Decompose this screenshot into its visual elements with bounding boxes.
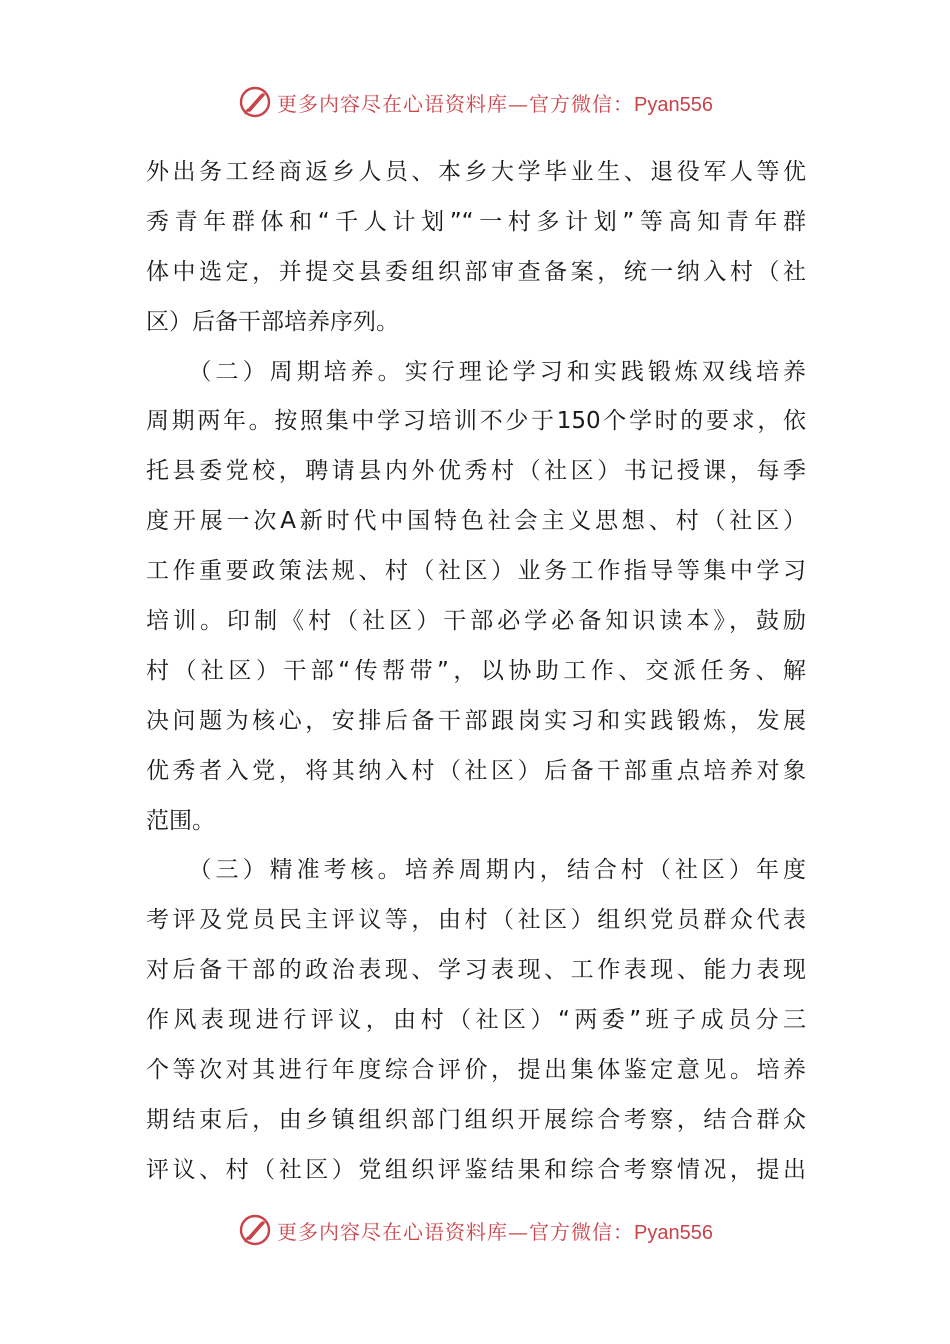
text-line: 托县委党校，聘请县内外优秀村（社区）书记授课，每季 xyxy=(146,458,806,485)
text-line: （二）周期培养。实行理论学习和实践锻炼双线培养 xyxy=(146,358,806,385)
text-line: 考评及党员民主评议等，由村（社区）组织党员群众代表 xyxy=(146,907,806,934)
text-line: 个等次对其进行年度综合评价，提出集体鉴定意见。培养 xyxy=(146,1057,806,1084)
watermark-text: 更多内容尽在心语资料库—官方微信：Pyan556 xyxy=(277,1219,713,1244)
text-line: 外出务工经商返乡人员、本乡大学毕业生、退役军人等优 xyxy=(146,159,806,185)
text-line: 村（社区）干部“传帮带”，以协助工作、交派任务、解 xyxy=(146,657,806,684)
text-line: 范围。 xyxy=(146,807,215,834)
text-line: 体中选定，并提交县委组织部审查备案，统一纳入村（社 xyxy=(146,258,806,285)
text-line: 对后备干部的政治表现、学习表现、工作表现、能力表现 xyxy=(146,957,806,984)
text-line: 期结束后，由乡镇组织部门组织开展综合考察，结合群众 xyxy=(146,1106,806,1133)
text-line: （三）精准考核。培养周期内，结合村（社区）年度 xyxy=(146,857,806,884)
text-line: 作风表现进行评议，由村（社区）“两委”班子成员分三 xyxy=(146,1007,806,1034)
header-watermark xyxy=(0,82,950,122)
quill-seal-icon xyxy=(237,84,273,120)
watermark-handle: Pyan556 xyxy=(634,1221,713,1244)
footer-watermark xyxy=(0,1210,950,1250)
text-line: 评议、村（社区）党组织评鉴结果和综合考察情况，提出 xyxy=(146,1156,806,1183)
text-line: 区）后备干部培养序列。 xyxy=(146,308,399,335)
text-line: 秀青年群体和“千人计划”“一村多计划”等高知青年群 xyxy=(146,208,806,235)
document-body xyxy=(146,148,806,1196)
text-line: 培训。印制《村（社区）干部必学必备知识读本》，鼓励 xyxy=(146,608,806,635)
text-line: 周期两年。按照集中学习培训不少于150个学时的要求，依 xyxy=(146,408,806,435)
text-line: 优秀者入党，将其纳入村（社区）后备干部重点培养对象 xyxy=(146,757,806,784)
text-line: 度开展一次A新时代中国特色社会主义思想、村（社区） xyxy=(146,508,806,535)
watermark-handle: Pyan556 xyxy=(634,93,713,116)
watermark-text: 更多内容尽在心语资料库—官方微信：Pyan556 xyxy=(277,91,713,116)
text-line: 决问题为核心，安排后备干部跟岗实习和实践锻炼，发展 xyxy=(146,707,806,734)
quill-seal-icon xyxy=(237,1212,273,1248)
text-line: 工作重要政策法规、村（社区）业务工作指导等集中学习 xyxy=(146,558,806,585)
